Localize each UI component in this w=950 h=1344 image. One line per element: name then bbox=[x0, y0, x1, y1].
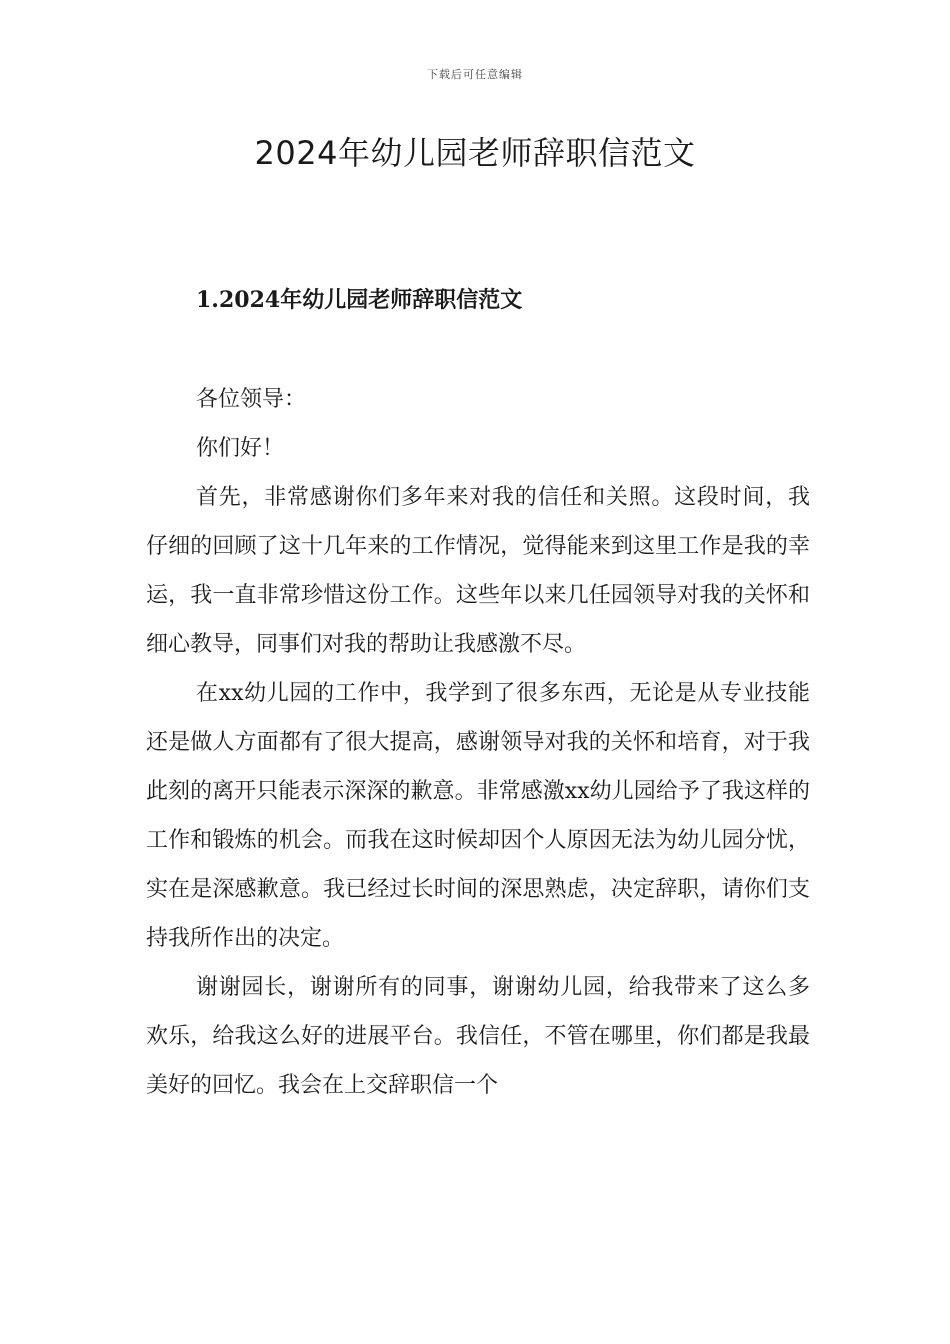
section-heading: 1.2024年幼儿园老师辞职信范文 bbox=[196, 287, 523, 313]
header-note: 下载后可任意编辑 bbox=[427, 68, 523, 81]
paragraph-2: 在xx幼儿园的工作中，我学到了很多东西，无论是从专业技能还是做人方面都有了很大提高，感谢领导对我的关怀和培育，对于我此刻的离开只能表示深深的歉意。非常感激xx幼儿园给予了我这样的工作和锻炼的机会。而我在这时候却因个人原因无法为幼儿园分忧，实在是深感歉意。我已经过长时间的深思熟虑，决定辞职，请你们支持我所作出的决定。 bbox=[146, 681, 810, 951]
paragraph-1: 首先，非常感谢你们多年来对我的信任和关照。这段时间，我仔细的回顾了这十几年来的工作情况，觉得能来到这里工作是我的幸运，我一直非常珍惜这份工作。这些年以来几任园领导对我的关怀和细心教导，同事们对我的帮助让我感激不尽。 bbox=[146, 485, 810, 657]
letter-body bbox=[146, 375, 810, 1110]
salutation: 各位领导： bbox=[196, 387, 307, 412]
document-title: 2024年幼儿园老师辞职信范文 bbox=[254, 134, 696, 172]
paragraph-3: 谢谢园长，谢谢所有的同事，谢谢幼儿园，给我带来了这么多欢乐，给我这么好的进展平台。我信任，不管在哪里，你们都是我最美好的回忆。我会在上交辞职信一个 bbox=[146, 975, 810, 1098]
greeting: 你们好！ bbox=[196, 436, 285, 461]
